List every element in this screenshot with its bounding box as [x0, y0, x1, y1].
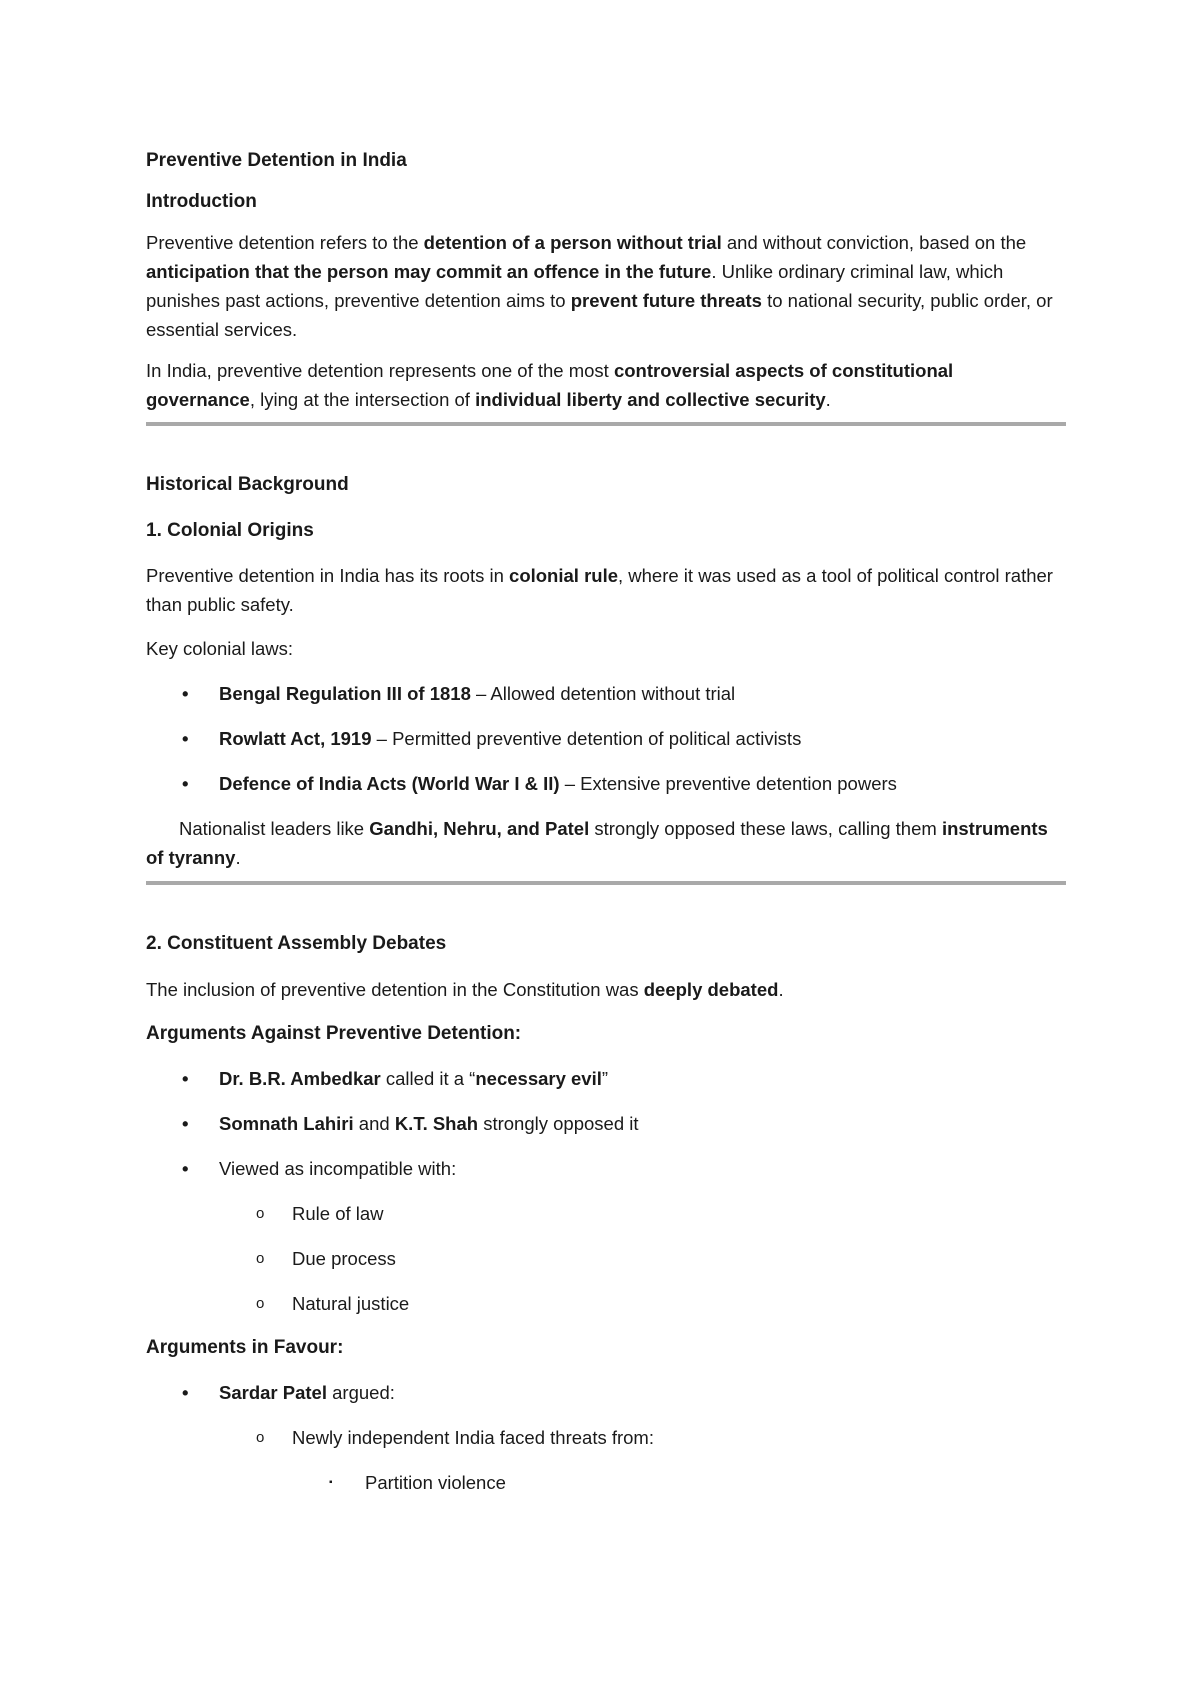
assembly-paragraph-1 [146, 975, 1066, 1004]
text: Natural justice [292, 1293, 410, 1314]
text: argued: [326, 1382, 395, 1403]
nationalist-paragraph [146, 814, 1066, 872]
text: – Allowed detention without trial [470, 683, 736, 704]
bold-text: deeply debated [643, 979, 779, 1000]
text: . Unlike ordinary criminal law, which punishes past actions, preventive detention aims to [146, 261, 1004, 311]
text: and [353, 1113, 395, 1134]
introduction-heading: Introduction [146, 191, 257, 212]
list-item [146, 1289, 1066, 1318]
bold-text: Rowlatt Act, 1919 [219, 728, 372, 749]
bold-text: Dr. B.R. Ambedkar [219, 1068, 381, 1089]
text: to national security, public order, or essential services. [146, 290, 1053, 340]
text: In India, preventive detention represents one of the most [146, 360, 614, 381]
bold-text: individual liberty and collective security [475, 389, 826, 410]
text: ” [601, 1068, 609, 1089]
favour-sub-list [146, 1423, 1066, 1452]
colonial-laws-list [146, 679, 1066, 798]
circle-marker: o [256, 1250, 265, 1267]
text: strongly opposed it [478, 1113, 639, 1134]
bullet-marker: • [182, 773, 189, 794]
arguments-against-list [146, 1064, 1066, 1183]
circle-marker: o [256, 1295, 265, 1312]
key-laws-label: Key colonial laws: [146, 638, 294, 659]
list-item [146, 724, 1066, 753]
document-page [146, 146, 1066, 1497]
bold-text: Bengal Regulation III of 1818 [219, 683, 471, 704]
bold-text: Defence of India Acts (World War I & II) [219, 773, 560, 794]
text: Preventive detention refers to the [146, 232, 424, 253]
arguments-favour-list [146, 1378, 1066, 1407]
list-item [146, 1244, 1066, 1273]
bullet-marker: • [182, 1068, 189, 1089]
text: Partition violence [365, 1472, 506, 1493]
text: Viewed as incompatible with: [219, 1158, 457, 1179]
text: Rule of law [292, 1203, 384, 1224]
bold-text: necessary evil [475, 1068, 602, 1089]
list-item [146, 1423, 1066, 1452]
bold-text: anticipation that the person may commit an offence in the future [146, 261, 712, 282]
arguments-favour-heading: Arguments in Favour: [146, 1337, 344, 1358]
bullet-marker: • [182, 1382, 189, 1403]
bold-text: Gandhi, Nehru, and Patel [369, 818, 590, 839]
list-item [146, 769, 1066, 798]
history-heading: Historical Background [146, 474, 349, 495]
list-item [146, 1154, 1066, 1183]
bullet-marker: • [182, 1113, 189, 1134]
square-marker: ▪ [329, 1477, 333, 1488]
text: Newly independent India faced threats from: [292, 1427, 654, 1448]
bullet-marker: • [182, 683, 189, 704]
bold-text: Sardar Patel [219, 1382, 327, 1403]
list-item [146, 1199, 1066, 1228]
intro-paragraph-2 [146, 356, 1066, 414]
bold-text: K.T. Shah [394, 1113, 479, 1134]
text: . [825, 389, 831, 410]
intro-paragraph-1 [146, 228, 1066, 344]
document-title: Preventive Detention in India [146, 150, 407, 171]
text: The inclusion of preventive detention in the Constitution was [146, 979, 644, 1000]
list-item [146, 1468, 1066, 1497]
bold-text: controversial aspects of constitutional governance [146, 360, 954, 410]
assembly-debates-heading: 2. Constituent Assembly Debates [146, 933, 447, 954]
text: . [235, 847, 241, 868]
list-item [146, 1109, 1066, 1138]
bold-text: colonial rule [509, 565, 618, 586]
text: – Permitted preventive detention of political activists [371, 728, 802, 749]
list-item [146, 679, 1066, 708]
circle-marker: o [256, 1429, 265, 1446]
text: strongly opposed these laws, calling them [589, 818, 942, 839]
colonial-origins-heading: 1. Colonial Origins [146, 520, 314, 541]
text: – Extensive preventive detention powers [559, 773, 897, 794]
text: called it a “ [380, 1068, 476, 1089]
bold-text: instruments of tyranny [146, 818, 1048, 868]
list-item [146, 1064, 1066, 1093]
text: . [778, 979, 784, 1000]
text: Preventive detention in India has its roots in [146, 565, 510, 586]
bullet-marker: • [182, 1158, 189, 1179]
text: Nationalist leaders like [179, 818, 370, 839]
colonial-paragraph-1 [146, 561, 1066, 619]
list-item [146, 1378, 1066, 1407]
incompatible-list [146, 1199, 1066, 1318]
text: Due process [292, 1248, 396, 1269]
favour-sub2-list [146, 1468, 1066, 1497]
text: , lying at the intersection of [249, 389, 476, 410]
bold-text: prevent future threats [570, 290, 762, 311]
bold-text: Somnath Lahiri [219, 1113, 354, 1134]
arguments-against-heading: Arguments Against Preventive Detention: [146, 1023, 522, 1044]
bold-text: detention of a person without trial [423, 232, 722, 253]
bullet-marker: • [182, 728, 189, 749]
circle-marker: o [256, 1205, 265, 1222]
text: and without conviction, based on the [721, 232, 1027, 253]
text: , where it was used as a tool of political control rather than public safety. [146, 565, 1053, 615]
